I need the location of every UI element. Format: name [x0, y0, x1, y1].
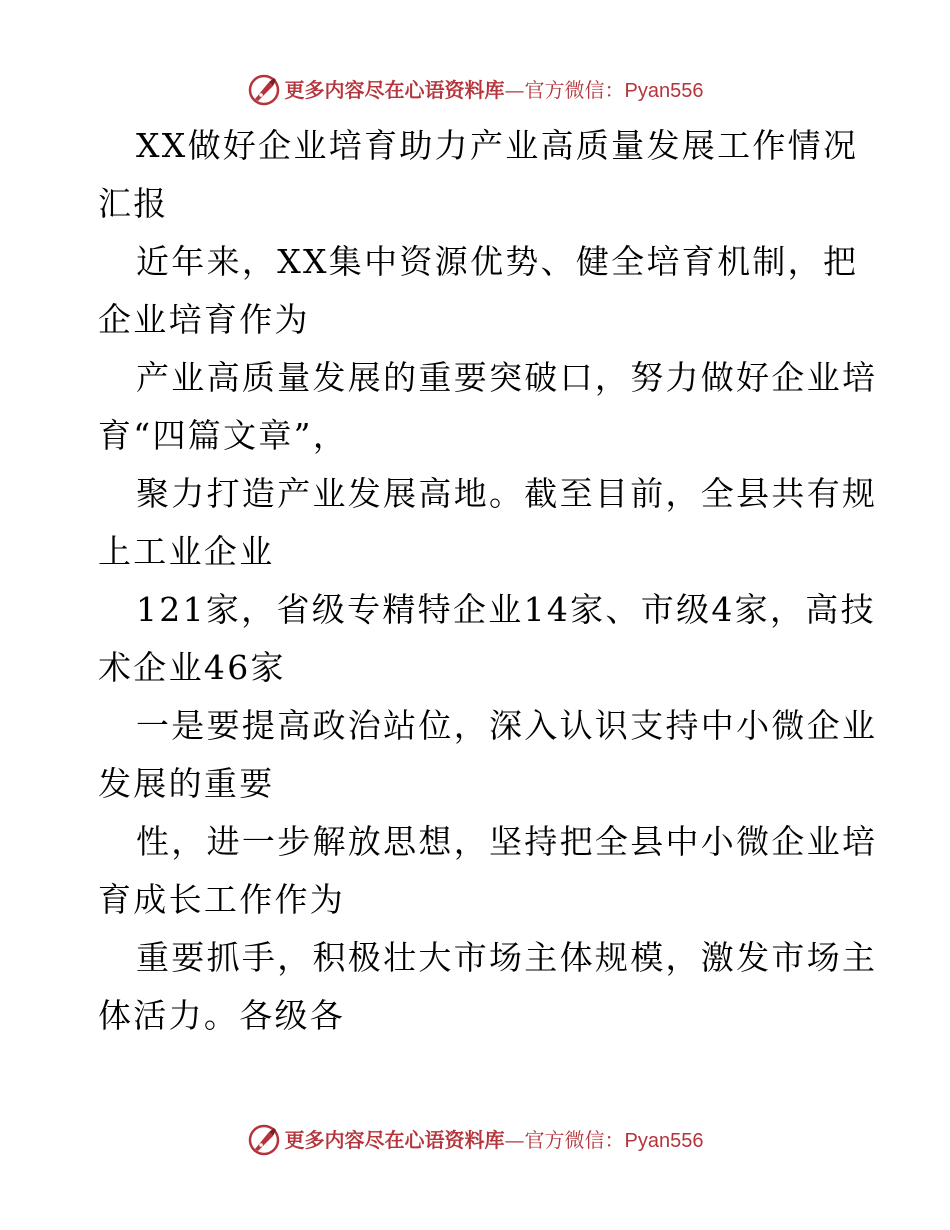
banner-sub-text: 官方微信：: [524, 1127, 625, 1152]
paragraph-line-2: 上工业企业: [98, 532, 275, 571]
paragraph: [98, 929, 878, 1045]
paragraph-line-1: 重要抓手，积极壮大市场主体规模，激发市场主: [136, 938, 878, 977]
paragraph: [98, 697, 878, 813]
paragraph: [98, 581, 876, 697]
banner-main-text: 更多内容尽在心语资料库: [284, 1127, 505, 1152]
paragraph-line-1: 121家，省级专精特企业14家、市级4家，高技: [136, 590, 876, 629]
pen-nib-logo-icon: [247, 1123, 281, 1157]
banner-main-text: 更多内容尽在心语资料库: [284, 77, 505, 102]
title-line-2: 汇报: [98, 184, 169, 223]
banner-wechat-id: Pyan556: [624, 79, 704, 102]
paragraph-line-2: 术企业46家: [98, 648, 286, 687]
title-line-1: XX做好企业培育助力产业高质量发展工作情况: [136, 126, 859, 165]
pen-nib-logo-icon: [247, 73, 281, 107]
paragraph-line-2: 育成长工作作为: [98, 880, 346, 919]
banner-dash: —: [504, 1127, 525, 1152]
paragraph: [98, 465, 878, 581]
paragraph: [98, 813, 878, 929]
banner-text: [284, 1127, 704, 1152]
banner-text: [284, 77, 704, 102]
paragraph-line-2: 育“四篇文章”，: [98, 416, 349, 455]
banner-sub-text: 官方微信：: [524, 77, 625, 102]
banner-wechat-id: Pyan556: [624, 1129, 704, 1152]
paragraph-line-2: 体活力。各级各: [98, 996, 346, 1035]
header-banner: [0, 70, 950, 110]
document-title: [98, 117, 858, 233]
paragraph-line-1: 产业高质量发展的重要突破口，努力做好企业培: [136, 358, 878, 397]
paragraph-line-2: 企业培育作为: [98, 300, 310, 339]
paragraph: [98, 349, 878, 465]
footer-banner: [0, 1120, 950, 1160]
paragraph-line-2: 发展的重要: [98, 764, 275, 803]
paragraph-line-1: 聚力打造产业发展高地。截至目前，全县共有规: [136, 474, 878, 513]
banner-dash: —: [504, 77, 525, 102]
paragraph-line-1: 一是要提高政治站位，深入认识支持中小微企业: [136, 706, 878, 745]
paragraph-line-1: 近年来，XX集中资源优势、健全培育机制，把: [136, 242, 859, 281]
document-body: [98, 117, 878, 1045]
paragraph-line-1: 性，进一步解放思想，坚持把全县中小微企业培: [136, 822, 878, 861]
paragraph: [98, 233, 858, 349]
